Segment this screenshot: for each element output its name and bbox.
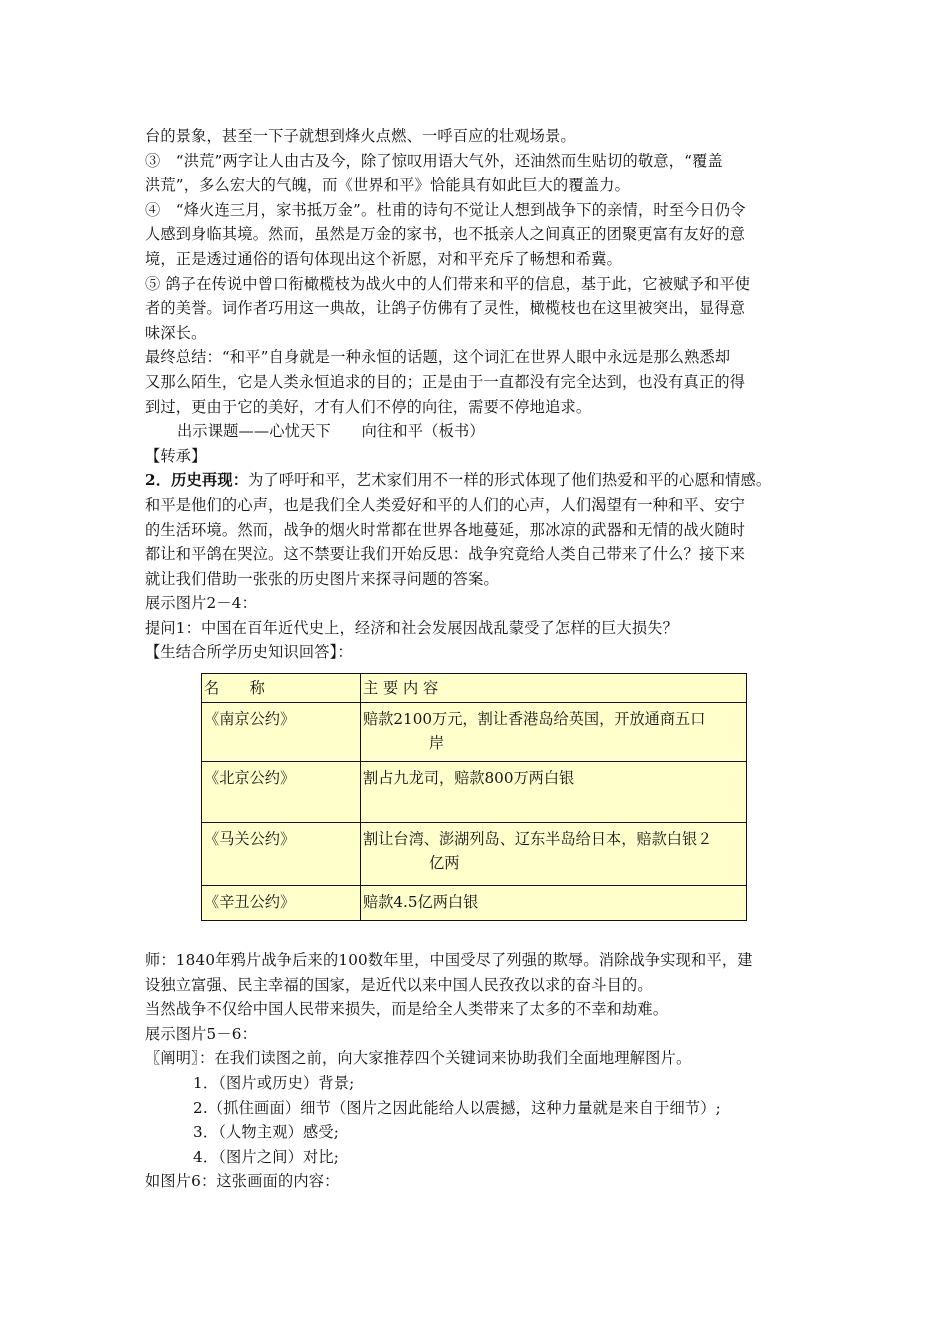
document-body — [145, 124, 825, 665]
text-line: 洪荒”，多么宏大的气魄，而《世界和平》恰能具有如此巨大的覆盖力。 — [145, 176, 630, 195]
text-line: 味深长。 — [145, 323, 207, 342]
topic-line: 出示课题——心忧天下 向往和平（板书） — [177, 422, 485, 441]
table-row — [202, 886, 747, 921]
text-line: ④ “烽火连三月，家书抵万金”。杜甫的诗句不觉让人想到战争下的亲情，时至今日仍令 — [145, 200, 746, 219]
treaty-content — [361, 703, 747, 762]
section-2-intro: 为了呼吁和平，艺术家们用不一样的形式体现了他们热爱和平的心愿和情感。 — [248, 471, 772, 490]
content-line: 赔款2100万元，割让香港岛给英国，开放通商五口 — [363, 710, 706, 728]
summary-line: 又那么陌生，它是人类永恒追求的目的；正是由于一直都没有完全达到，也没有真正的得 — [145, 372, 746, 391]
header-content: 主 要 内 容 — [361, 674, 747, 703]
content-line: 赔款4.5亿两白银 — [363, 893, 479, 911]
text-line: 人感到身临其境。然而，虽然是万金的家书，也不抵亲人之间真正的团聚更富有友好的意 — [145, 225, 746, 244]
treaty-name: 《南京公约》 — [202, 703, 361, 762]
section-2-first-line — [145, 468, 825, 493]
explain-line: 〖阐明〗：在我们读图之前，向大家推荐四个关键词来协助我们全面地理解图片。 — [145, 1049, 692, 1068]
section-2-heading: 2．历史再现： — [145, 471, 249, 490]
table-row — [202, 762, 747, 823]
answer-prompt: 【生结合所学历史知识回答】： — [145, 643, 353, 662]
content-line: 岸 — [429, 734, 445, 752]
treaty-table — [201, 673, 747, 921]
text-line: 境，正是透过通俗的语句体现出这个祈愿，对和平充斥了畅想和希冀。 — [145, 249, 623, 268]
treaty-content — [361, 886, 747, 921]
treaty-name: 《辛丑公约》 — [202, 886, 361, 921]
text-line: 的生活环境。然而，战争的烟火时常都在世界各地蔓延，那冰凉的武器和无情的战火随时 — [145, 520, 746, 539]
text-line: 和平是他们的心声，也是我们全人类爱好和平的人们的心声，人们渴望有一种和平、安宁 — [145, 495, 746, 514]
text-line: 设独立富强、民主幸福的国家，是近代以来中国人民孜孜以求的奋斗目的。 — [145, 975, 653, 994]
text-line: 者的美誉。词作者巧用这一典故，让鸽子仿佛有了灵性，橄榄枝也在这里被突出，显得意 — [145, 299, 746, 318]
text-line: 展示图片2－4： — [145, 594, 258, 613]
transition-label: 【转承】 — [145, 446, 207, 465]
text-line: 如图片6：这张画面的内容： — [145, 1172, 340, 1191]
treaty-content — [361, 823, 747, 886]
text-line: 当然战争不仅给中国人民带来损失，而是给全人类带来了太多的不幸和劫难。 — [145, 1000, 669, 1019]
summary-line: 最终总结：“和平”自身就是一种永恒的话题，这个词汇在世界人眼中永远是那么熟悉却 — [145, 348, 731, 367]
treaty-name: 《北京公约》 — [202, 762, 361, 823]
keyword-item: 4．（图片之间）对比; — [193, 1147, 340, 1166]
table-row — [202, 823, 747, 886]
text-line: 展示图片5－6： — [145, 1024, 258, 1043]
text-line: ⑤ 鸽子在传说中曾口衔橄榄枝为战火中的人们带来和平的信息，基于此，它被赋予和平使 — [145, 274, 751, 293]
text-line: 就让我们借助一张张的历史图片来探寻问题的答案。 — [145, 569, 499, 588]
table-row — [202, 703, 747, 762]
content-line: 割占九龙司，赔款800万两白银 — [363, 769, 575, 787]
keyword-item: 2.（抓住画面）细节（图片之因此能给人以震撼，这种力量就是来自于细节）; — [193, 1098, 721, 1117]
text-line: 台的景象，甚至一下子就想到烽火点燃、一呼百应的壮观场景。 — [145, 127, 576, 145]
content-line: 亿两 — [429, 854, 460, 872]
keyword-item: 3．（人物主观）感受; — [193, 1123, 340, 1142]
treaty-content — [361, 762, 747, 823]
text-line: 都让和平鸽在哭泣。这不禁要让我们开始反思：战争究竟给人类自己带来了什么？接下来 — [145, 545, 746, 564]
treaty-name: 《马关公约》 — [202, 823, 361, 886]
header-name: 名 称 — [202, 674, 361, 703]
question-line: 提问1：中国在百年近代史上，经济和社会发展因战乱蒙受了怎样的巨大损失？ — [145, 618, 679, 637]
summary-line: 到过，更由于它的美好，才有人们不停的向往，需要不停地追求。 — [145, 397, 592, 416]
teacher-line: 师：1840年鸦片战争后来的100数年里，中国受尽了列强的欺辱。消除战争实现和平，建 — [145, 951, 753, 969]
keyword-item: 1．（图片或历史）背景; — [193, 1073, 355, 1092]
table-header-row — [202, 674, 747, 703]
text-line: ③ “洪荒”两字让人由古及今，除了惊叹用语大气外，还油然而生贴切的敬意，“覆盖 — [145, 151, 723, 170]
document-body-lower — [145, 948, 825, 1194]
content-line: 割让台湾、澎湖列岛、辽东半岛给日本，赔款白银２ — [363, 830, 713, 848]
